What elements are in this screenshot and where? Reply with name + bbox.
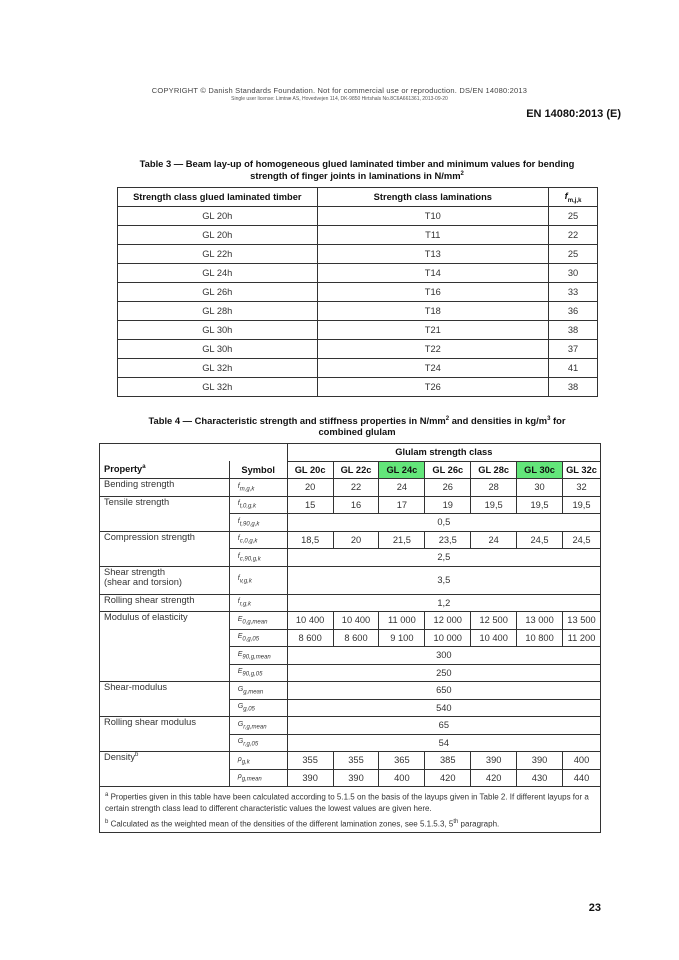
table4-value: 12 500 <box>471 612 517 630</box>
table3-header-laminations: Strength class laminations <box>317 188 549 207</box>
table3-cell-laminations: T21 <box>317 321 549 340</box>
table-row <box>100 612 601 630</box>
table4-symbol <box>229 769 287 787</box>
table4-symbol-sub: 90,g,05 <box>242 671 263 678</box>
table3-header-fmjk: $f_{m,j,k}$ <box>549 188 598 207</box>
table4-symbol <box>229 734 287 752</box>
table4-symbol-sub: c,0,g,k <box>239 538 258 545</box>
footnote-a-mark: a <box>105 792 109 798</box>
table4-symbol <box>229 699 287 717</box>
table3-caption <box>112 158 602 181</box>
table3-cell-glulam: GL 20h <box>118 207 318 226</box>
table4-header-class: GL 22c <box>333 461 379 479</box>
table4-value: 18,5 <box>287 531 333 549</box>
table4-value: 28 <box>471 479 517 497</box>
table4-symbol-base: f <box>237 598 240 606</box>
table4-symbol-base: f <box>237 535 240 543</box>
table4-property-label: Bending strength <box>104 479 175 489</box>
table4-value: 32 <box>563 479 601 497</box>
footnote-a <box>105 790 595 814</box>
table3-cell-fmjk: 36 <box>549 302 598 321</box>
table4-value: 11 200 <box>563 629 601 647</box>
table4-value: 365 <box>379 752 425 770</box>
table4-symbol-sub: t,90,g,k <box>239 520 260 527</box>
table4-value: 19,5 <box>517 496 563 514</box>
table4-symbol-base: ρ <box>237 755 242 763</box>
table4-symbol <box>229 594 287 612</box>
table4-value: 400 <box>563 752 601 770</box>
table3-cell-glulam: GL 24h <box>118 264 318 283</box>
table4-property <box>100 717 230 752</box>
table4-symbol-sub: g,05 <box>243 706 255 713</box>
table3-cell-fmjk: 41 <box>549 359 598 378</box>
table-row <box>100 566 601 594</box>
table4-property <box>100 479 230 497</box>
table4-value: 21,5 <box>379 531 425 549</box>
table3-cell-glulam: GL 30h <box>118 321 318 340</box>
table4-value: 385 <box>425 752 471 770</box>
table4-symbol-sub: 90,g,mean <box>242 653 271 660</box>
table4-symbol <box>229 549 287 567</box>
table-row <box>100 752 601 770</box>
table3-cell-fmjk: 22 <box>549 226 598 245</box>
table4-symbol-base: f <box>237 552 240 560</box>
table4-property <box>100 682 230 717</box>
table4-symbol-base: f <box>237 500 240 508</box>
table4-header-row-2 <box>100 461 601 479</box>
table3-cell-fmjk: 33 <box>549 283 598 302</box>
table-row <box>100 682 601 700</box>
footnote-b-text1: Calculated as the weighted mean of the densities of the different lamination zones, see 5.1.5.3, 5 <box>108 819 454 829</box>
table4-symbol <box>229 629 287 647</box>
table4-value: 430 <box>517 769 563 787</box>
table-row <box>118 378 598 397</box>
table4-header-class: GL 30c <box>517 461 563 479</box>
table3-cell-glulam: GL 32h <box>118 378 318 397</box>
table4-symbol <box>229 514 287 532</box>
table4-property-label: Shear-modulus <box>104 682 168 692</box>
table3-cell-laminations: T18 <box>317 302 549 321</box>
table-row <box>118 207 598 226</box>
table4-property-label: Compression strength <box>104 531 195 542</box>
table4-caption-line1: Table 4 — Characteristic strength and stiffness properties in $N/mm^2$ and densities in $kg/m^3$ for <box>148 415 566 427</box>
table4-symbol-sub: c,90,g,k <box>239 555 261 562</box>
standard-number: EN 14080:2013 (E) <box>526 108 621 120</box>
table4-value: 22 <box>333 479 379 497</box>
table4 <box>99 443 601 833</box>
table4-value: 19 <box>425 496 471 514</box>
table3-cell-fmjk: 25 <box>549 207 598 226</box>
table4-symbol <box>229 566 287 594</box>
table4-property <box>100 752 230 787</box>
footnote-b <box>105 817 595 830</box>
table4-value: 19,5 <box>563 496 601 514</box>
table4-property <box>100 612 230 682</box>
table-row <box>118 264 598 283</box>
table-row <box>118 340 598 359</box>
table4-symbol-sub: 0,g,mean <box>242 618 268 625</box>
table4-symbol-sub: r,g,05 <box>243 741 259 748</box>
table4-value: 390 <box>517 752 563 770</box>
table4-symbol-base: G <box>237 720 244 728</box>
table4-value-merged: 300 <box>287 647 600 665</box>
table4-symbol-sub: t,0,g,k <box>239 503 257 510</box>
table4-value-merged: 650 <box>287 682 600 700</box>
table4-value: 390 <box>471 752 517 770</box>
table4-value-merged: 0,5 <box>287 514 600 532</box>
table-row <box>118 302 598 321</box>
table3-header-row <box>118 188 598 207</box>
table-row <box>118 226 598 245</box>
table-row <box>100 594 601 612</box>
table4-header-row-1 <box>100 444 601 462</box>
table-row <box>100 717 601 735</box>
table3-cell-laminations: T14 <box>317 264 549 283</box>
table4-value: 10 400 <box>287 612 333 630</box>
table4-header-class: GL 26c <box>425 461 471 479</box>
table4-symbol-sub: 0,g,05 <box>242 636 260 643</box>
table4-value: 23,5 <box>425 531 471 549</box>
table4-value: 11 000 <box>379 612 425 630</box>
table4-symbol-base: f <box>237 482 240 490</box>
table4-value: 24 <box>379 479 425 497</box>
table4-symbol <box>229 664 287 682</box>
table4-symbol-base: G <box>237 738 244 746</box>
table4-value: 355 <box>287 752 333 770</box>
table4-caption <box>112 414 602 437</box>
table4-symbol-sub: v,g,k <box>239 578 252 585</box>
table4-value: 8 600 <box>333 629 379 647</box>
table4-symbol-base: ρ <box>237 773 242 781</box>
table4-symbol <box>229 682 287 700</box>
table4-property <box>100 531 230 566</box>
table4-symbol <box>229 479 287 497</box>
table4-value-merged: 54 <box>287 734 600 752</box>
table4-value: 10 800 <box>517 629 563 647</box>
table4-symbol-base: G <box>237 685 244 693</box>
table4-group-header: Glulam strength class <box>287 444 600 462</box>
table4-value: 13 500 <box>563 612 601 630</box>
table4-value: 19,5 <box>471 496 517 514</box>
page-number: 23 <box>588 902 601 914</box>
table4-header-blank <box>100 444 288 462</box>
table4-property <box>100 496 230 531</box>
table4-value: 24,5 <box>517 531 563 549</box>
table4-header-class: GL 32c <box>563 461 601 479</box>
table3-cell-glulam: GL 22h <box>118 245 318 264</box>
table3-cell-glulam: GL 20h <box>118 226 318 245</box>
table4-symbol-base: f <box>237 575 240 583</box>
table4-symbol <box>229 647 287 665</box>
table3-caption-line1: Table 3 — Beam lay-up of homogeneous glued laminated timber and minimum values for bending <box>139 158 575 169</box>
table3-cell-glulam: GL 26h <box>118 283 318 302</box>
table3-cell-laminations: T24 <box>317 359 549 378</box>
footnote-b-mark: b <box>105 818 109 825</box>
table4-symbol-sub: g,k <box>241 758 250 765</box>
table4-symbol <box>229 612 287 630</box>
table3-cell-fmjk: 30 <box>549 264 598 283</box>
table4-header-property <box>100 461 230 479</box>
table4-property-sup: b <box>135 752 139 758</box>
table4-value: 16 <box>333 496 379 514</box>
table-row <box>118 359 598 378</box>
table4-property-label: Tensile strength <box>104 496 170 507</box>
table3-cell-laminations: T11 <box>317 226 549 245</box>
table4-symbol-sub: m,g,k <box>239 485 255 492</box>
table4-value: 17 <box>379 496 425 514</box>
table4-value: 10 400 <box>471 629 517 647</box>
table4-header-class: GL 28c <box>471 461 517 479</box>
table4-value: 10 000 <box>425 629 471 647</box>
table3-cell-laminations: T22 <box>317 340 549 359</box>
table4-value: 15 <box>287 496 333 514</box>
table3-cell-laminations: T16 <box>317 283 549 302</box>
table3-cell-fmjk: 25 <box>549 245 598 264</box>
table4-symbol-base: E <box>237 633 243 641</box>
table-row <box>100 531 601 549</box>
table4-header-property-label: Property <box>104 464 143 475</box>
table4-value: 8 600 <box>287 629 333 647</box>
table4-value: 9 100 <box>379 629 425 647</box>
table4-value-merged: 1,2 <box>287 594 600 612</box>
table3-cell-fmjk: 38 <box>549 321 598 340</box>
table4-header-property-sup: a <box>142 464 146 471</box>
table3-header-glulam: Strength class glued laminated timber <box>118 188 318 207</box>
table4-value: 12 000 <box>425 612 471 630</box>
table4-property-label: Rolling shear strength <box>104 594 195 605</box>
table4-value-merged: 65 <box>287 717 600 735</box>
footnote-b-text2: paragraph. <box>458 819 500 829</box>
table4-header-class: GL 24c <box>379 461 425 479</box>
table4-symbol <box>229 717 287 735</box>
table3-cell-fmjk: 37 <box>549 340 598 359</box>
license-notice: Single user license: Limtræ AS, Hovedvejen 114, DK-9850 Hirtshals No.8C6A661361, 2013-09-20 <box>231 96 448 102</box>
table4-value: 440 <box>563 769 601 787</box>
table4-value-merged: 2,5 <box>287 549 600 567</box>
table4-value-merged: 540 <box>287 699 600 717</box>
table3-body <box>118 207 598 397</box>
table4-value: 24,5 <box>563 531 601 549</box>
table4-symbol <box>229 752 287 770</box>
table4-value: 355 <box>333 752 379 770</box>
table3-cell-glulam: GL 32h <box>118 359 318 378</box>
table-row <box>118 321 598 340</box>
table4-symbol-base: E <box>237 650 243 658</box>
table4-header-symbol: Symbol <box>229 461 287 479</box>
table4-symbol-base: E <box>237 668 243 676</box>
table4-symbol <box>229 531 287 549</box>
table4-value: 420 <box>471 769 517 787</box>
table4-value: 26 <box>425 479 471 497</box>
table4-symbol-sub: r,g,mean <box>243 723 267 730</box>
table4-value: 390 <box>333 769 379 787</box>
table4-value: 13 000 <box>517 612 563 630</box>
table4-property-line1: Shear strength <box>104 566 165 577</box>
table4-footnotes-row <box>100 787 601 833</box>
table-row <box>118 283 598 302</box>
table4-value: 20 <box>333 531 379 549</box>
table4-body <box>100 444 601 833</box>
table3-cell-fmjk: 38 <box>549 378 598 397</box>
table4-property-label: Rolling shear modulus <box>104 717 196 727</box>
table4-footnotes <box>100 787 601 833</box>
table4-header-class: GL 20c <box>287 461 333 479</box>
table3-cell-glulam: GL 30h <box>118 340 318 359</box>
copyright-notice: COPYRIGHT © Danish Standards Foundation. Not for commercial use or reproduction. DS/EN 14080:2013 <box>151 86 528 95</box>
table4-value: 10 400 <box>333 612 379 630</box>
table4-symbol-sub: r,g,k <box>239 601 252 608</box>
table3-cell-glulam: GL 28h <box>118 302 318 321</box>
table-row <box>100 496 601 514</box>
table4-value: 390 <box>287 769 333 787</box>
table-row <box>100 479 601 497</box>
table3-cell-laminations: T26 <box>317 378 549 397</box>
table3-caption-line2: strength of finger joints in laminations in $N/mm^2$ <box>250 170 464 182</box>
footnote-a-text: Properties given in this table have been calculated according to 5.1.5 on the basis of the layups given in Table 2. If different layups for a certain strength class lead to different characteristic values the lowest values are given here. <box>105 792 589 813</box>
table4-property <box>100 566 230 594</box>
table4-value: 24 <box>471 531 517 549</box>
table4-value-merged: 3,5 <box>287 566 600 594</box>
table-row <box>118 245 598 264</box>
table3 <box>117 187 598 397</box>
table4-caption-line2: combined glulam <box>318 426 396 438</box>
table4-value: 400 <box>379 769 425 787</box>
table4-symbol-base: E <box>237 615 243 623</box>
table4-property-label: Density <box>104 752 136 763</box>
table4-value: 20 <box>287 479 333 497</box>
table4-symbol-base: G <box>237 703 244 711</box>
table4-value: 30 <box>517 479 563 497</box>
table3-cell-laminations: T13 <box>317 245 549 264</box>
table4-property-label: Modulus of elasticity <box>104 612 188 622</box>
table4-property <box>100 594 230 612</box>
footnote-b-sup: th <box>453 818 459 825</box>
table4-value-merged: 250 <box>287 664 600 682</box>
table4-value: 420 <box>425 769 471 787</box>
table4-symbol <box>229 496 287 514</box>
table3-cell-laminations: T10 <box>317 207 549 226</box>
table4-property-line2: (shear and torsion) <box>104 576 183 587</box>
table4-symbol-sub: g,mean <box>241 776 262 783</box>
table4-symbol-sub: g,mean <box>243 688 264 695</box>
table4-symbol-base: f <box>237 517 240 525</box>
